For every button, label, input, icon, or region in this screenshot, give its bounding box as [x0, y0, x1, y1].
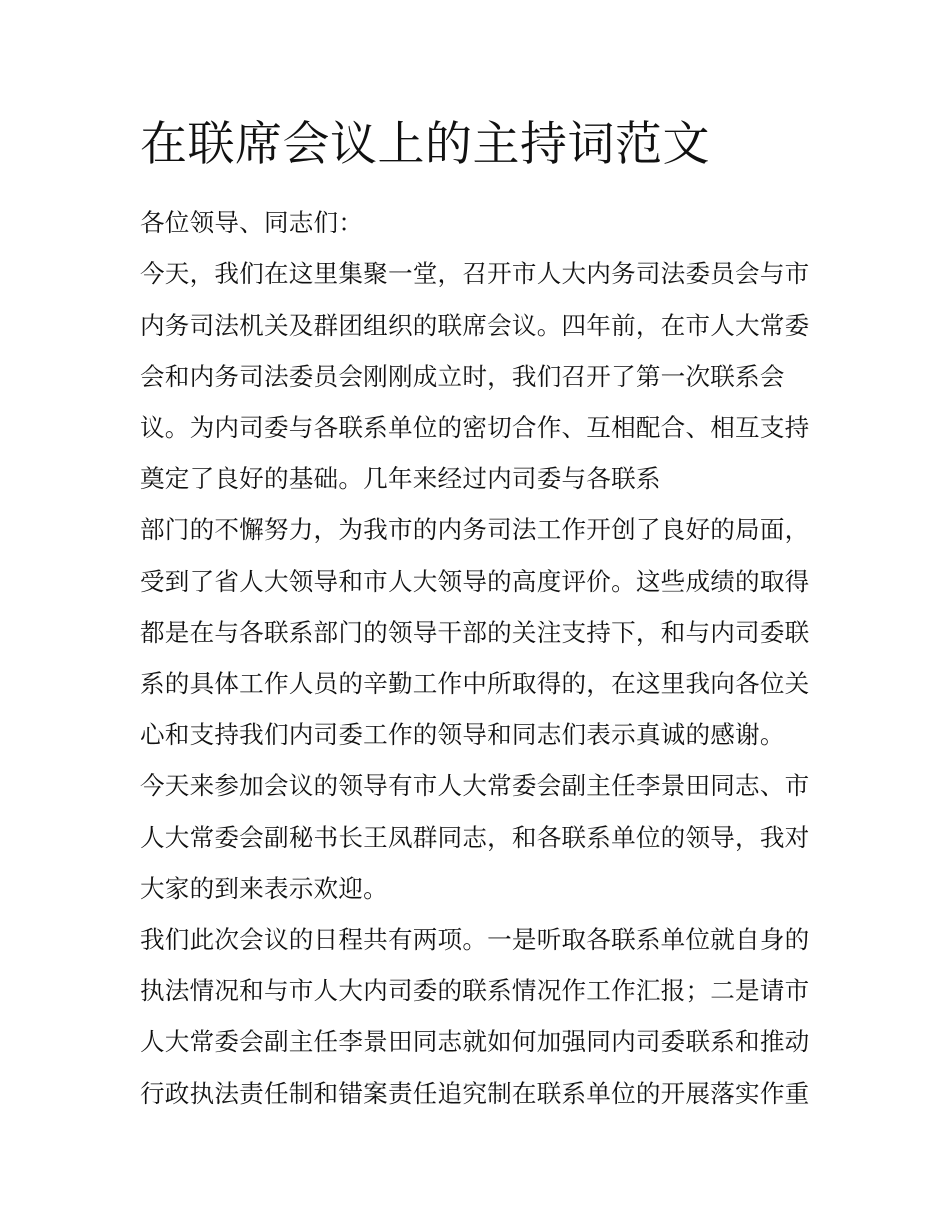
body-line: 受到了省人大领导和市人大领导的高度评价。这些成绩的取得 — [140, 567, 810, 596]
body-line: 人大常委会副主任李景田同志就如何加强同内司委联系和推动 — [140, 1027, 810, 1056]
body-line: 内务司法机关及群团组织的联席会议。四年前，在市人大常委 — [140, 311, 810, 340]
body-line: 部门的不懈努力，为我市的内务司法工作开创了良好的局面， — [140, 515, 810, 544]
body-line: 执法情况和与市人大内司委的联系情况作工作汇报；二是请市 — [140, 976, 810, 1005]
body-line: 今天来参加会议的领导有市人大常委会副主任李景田同志、市 — [140, 771, 810, 800]
body-line: 人大常委会副秘书长王凤群同志，和各联系单位的领导，我对 — [140, 823, 810, 852]
body-line: 我们此次会议的日程共有两项。一是听取各联系单位就自身的 — [140, 925, 810, 954]
document-title: 在联席会议上的主持词范文 — [140, 117, 710, 172]
body-line: 会和内务司法委员会刚刚成立时，我们召开了第一次联系会 — [140, 362, 785, 391]
body-line: 今天，我们在这里集聚一堂，召开市人大内务司法委员会与市 — [140, 259, 810, 288]
body-line: 议。为内司委与各联系单位的密切合作、互相配合、相互支持 — [140, 413, 810, 442]
body-line: 奠定了良好的基础。几年来经过内司委与各联系 — [140, 464, 661, 493]
body-line: 心和支持我们内司委工作的领导和同志们表示真诚的感谢。 — [140, 720, 785, 749]
body-line: 行政执法责任制和错案责任追究制在联系单位的开展落实作重 — [140, 1079, 810, 1108]
body-line: 都是在与各联系部门的领导干部的关注支持下，和与内司委联 — [140, 618, 810, 647]
body-line: 各位领导、同志们： — [140, 208, 364, 237]
body-line: 大家的到来表示欢迎。 — [140, 874, 388, 903]
body-line: 系的具体工作人员的辛勤工作中所取得的，在这里我向各位关 — [140, 669, 810, 698]
